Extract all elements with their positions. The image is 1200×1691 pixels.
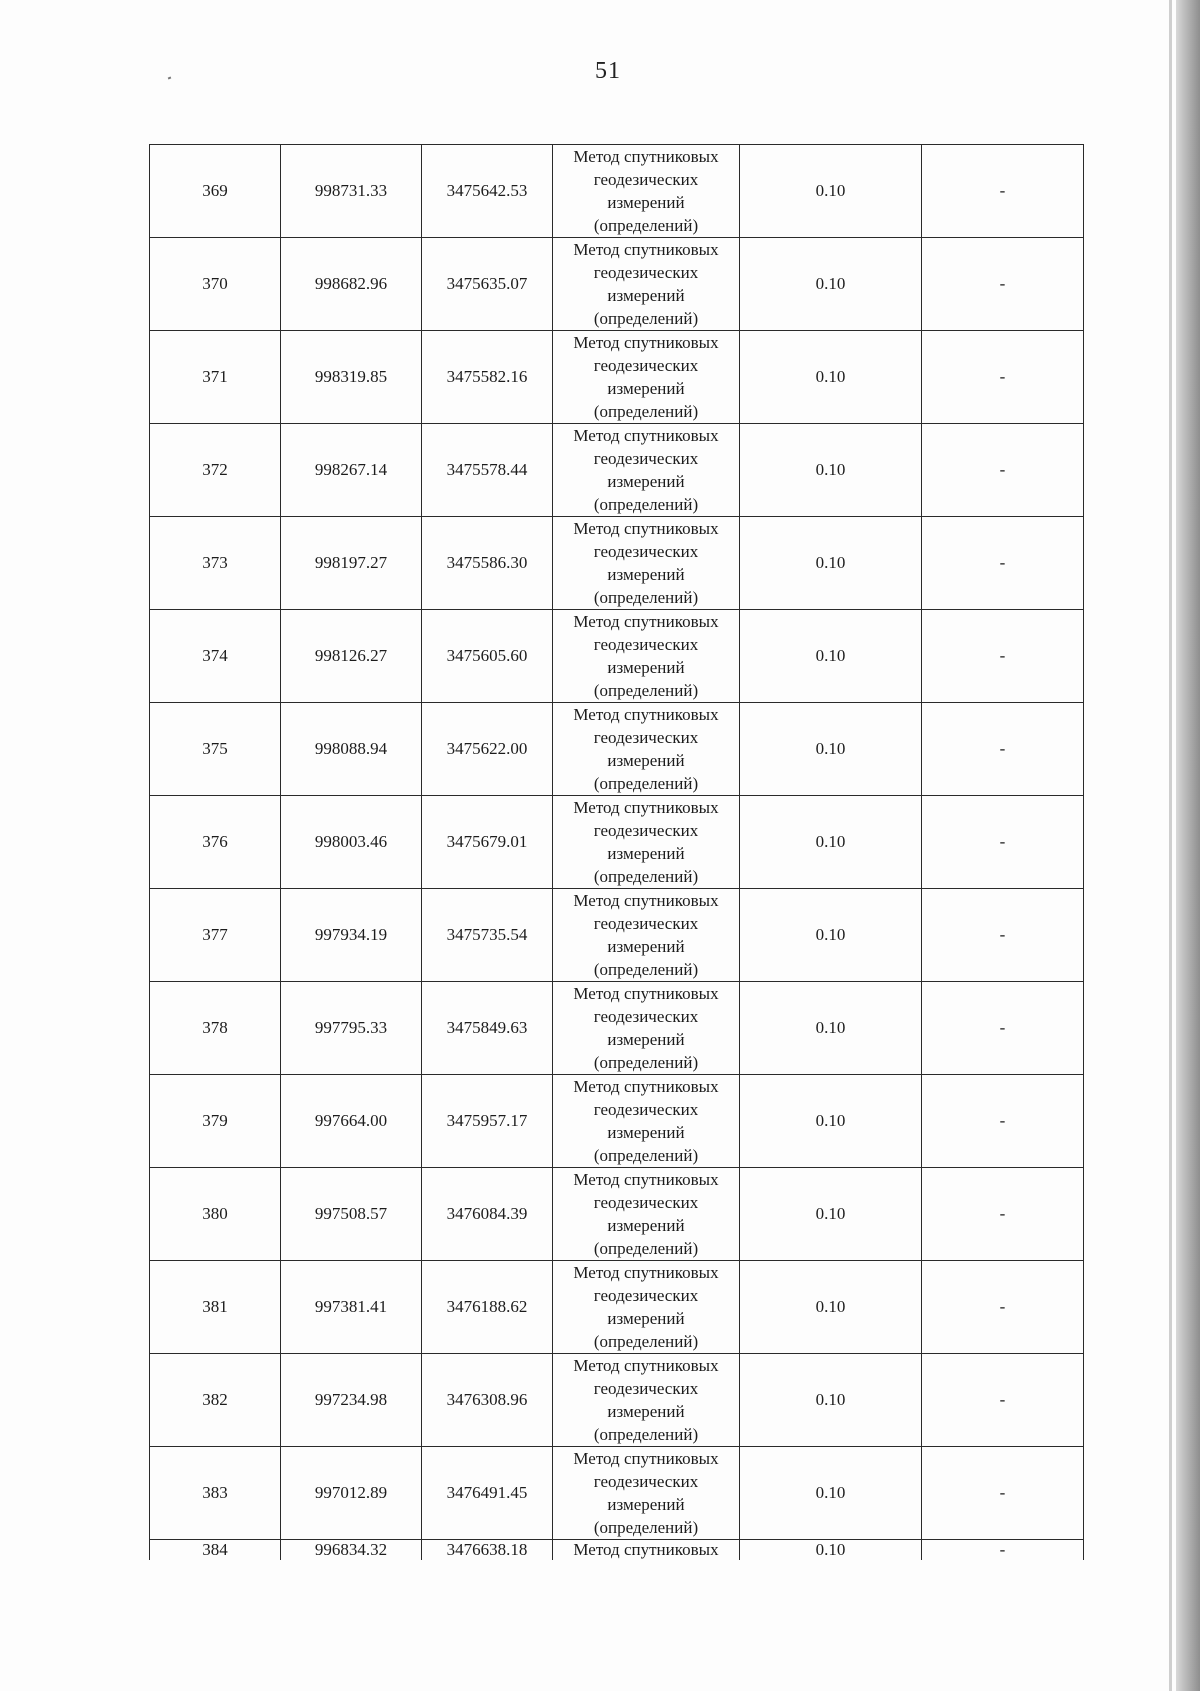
point-number-cell: 383 xyxy=(150,1447,281,1540)
y-coordinate-cell: 3475605.60 xyxy=(422,610,553,703)
method-cell xyxy=(553,796,740,889)
method-line: геодезических xyxy=(593,170,699,189)
accuracy-cell: 0.10 xyxy=(740,982,922,1075)
x-coordinate-cell: 998682.96 xyxy=(281,238,422,331)
table-row-partial xyxy=(150,1540,1084,1561)
table-row xyxy=(150,1075,1084,1168)
scan-edge-shadow xyxy=(1176,0,1200,1691)
y-coordinate-cell: 3475578.44 xyxy=(422,424,553,517)
method-line: Метод спутниковых xyxy=(573,147,719,166)
y-coordinate-cell: 3475582.16 xyxy=(422,331,553,424)
method-line: Метод спутниковых xyxy=(573,1077,719,1096)
note-cell: - xyxy=(922,1540,1084,1561)
table-row xyxy=(150,610,1084,703)
method-line: измерений xyxy=(607,658,685,677)
note-cell: - xyxy=(922,1168,1084,1261)
table-row xyxy=(150,517,1084,610)
method-line: Метод спутниковых xyxy=(573,798,719,817)
x-coordinate-cell: 997012.89 xyxy=(281,1447,422,1540)
y-coordinate-cell: 3475957.17 xyxy=(422,1075,553,1168)
coordinates-table-body xyxy=(150,145,1084,1561)
method-line: Метод спутниковых xyxy=(573,705,719,724)
point-number-cell: 381 xyxy=(150,1261,281,1354)
point-number-cell: 380 xyxy=(150,1168,281,1261)
method-line: измерений xyxy=(607,1216,685,1235)
method-line: геодезических xyxy=(593,1379,699,1398)
method-line: измерений xyxy=(607,844,685,863)
method-line: геодезических xyxy=(593,1100,699,1119)
y-coordinate-cell: 3476638.18 xyxy=(422,1540,553,1561)
x-coordinate-cell: 998267.14 xyxy=(281,424,422,517)
point-number-cell: 376 xyxy=(150,796,281,889)
point-number-cell: 384 xyxy=(150,1540,281,1561)
note-cell: - xyxy=(922,424,1084,517)
method-line: геодезических xyxy=(593,728,699,747)
note-cell: - xyxy=(922,517,1084,610)
accuracy-cell: 0.10 xyxy=(740,1075,922,1168)
method-cell xyxy=(553,1447,740,1540)
note-cell: - xyxy=(922,610,1084,703)
point-number-cell: 369 xyxy=(150,145,281,238)
x-coordinate-cell: 998731.33 xyxy=(281,145,422,238)
accuracy-cell: 0.10 xyxy=(740,796,922,889)
accuracy-cell: 0.10 xyxy=(740,889,922,982)
page-number: 51 xyxy=(595,58,621,84)
method-line: (определений) xyxy=(593,495,699,514)
method-line: (определений) xyxy=(593,402,699,421)
method-line: Метод спутниковых xyxy=(573,426,719,445)
method-line: измерений xyxy=(607,379,685,398)
point-number-cell: 382 xyxy=(150,1354,281,1447)
method-line: измерений xyxy=(607,472,685,491)
method-line: измерений xyxy=(607,751,685,770)
method-line: геодезических xyxy=(593,914,699,933)
accuracy-cell: 0.10 xyxy=(740,1540,922,1561)
table-row xyxy=(150,145,1084,238)
method-cell xyxy=(553,1075,740,1168)
method-cell xyxy=(553,610,740,703)
accuracy-cell: 0.10 xyxy=(740,1168,922,1261)
method-line: измерений xyxy=(607,286,685,305)
method-line: Метод спутниковых xyxy=(573,333,719,352)
method-line: геодезических xyxy=(593,1193,699,1212)
method-line: Метод спутниковых xyxy=(573,612,719,631)
point-number-cell: 378 xyxy=(150,982,281,1075)
table-row xyxy=(150,889,1084,982)
table-row xyxy=(150,424,1084,517)
y-coordinate-cell: 3476084.39 xyxy=(422,1168,553,1261)
x-coordinate-cell: 998197.27 xyxy=(281,517,422,610)
method-line: Метод спутниковых xyxy=(573,519,719,538)
x-coordinate-cell: 996834.32 xyxy=(281,1540,422,1561)
coordinates-table xyxy=(149,144,1084,1560)
accuracy-cell: 0.10 xyxy=(740,238,922,331)
method-cell xyxy=(553,517,740,610)
method-cell: Метод спутниковых xyxy=(553,1540,740,1561)
method-line: измерений xyxy=(607,1123,685,1142)
method-line: (определений) xyxy=(593,1239,699,1258)
method-line: Метод спутниковых xyxy=(573,891,719,910)
table-row xyxy=(150,1261,1084,1354)
accuracy-cell: 0.10 xyxy=(740,610,922,703)
method-line: (определений) xyxy=(593,960,699,979)
note-cell: - xyxy=(922,982,1084,1075)
x-coordinate-cell: 997381.41 xyxy=(281,1261,422,1354)
method-line: геодезических xyxy=(593,821,699,840)
method-cell xyxy=(553,982,740,1075)
method-line: геодезических xyxy=(593,542,699,561)
method-line: Метод спутниковых xyxy=(573,984,719,1003)
y-coordinate-cell: 3475642.53 xyxy=(422,145,553,238)
accuracy-cell: 0.10 xyxy=(740,517,922,610)
y-coordinate-cell: 3476491.45 xyxy=(422,1447,553,1540)
x-coordinate-cell: 997664.00 xyxy=(281,1075,422,1168)
method-line: измерений xyxy=(607,1030,685,1049)
accuracy-cell: 0.10 xyxy=(740,145,922,238)
table-row xyxy=(150,238,1084,331)
method-line: измерений xyxy=(607,937,685,956)
note-cell: - xyxy=(922,703,1084,796)
note-cell: - xyxy=(922,238,1084,331)
method-line: геодезических xyxy=(593,1007,699,1026)
method-line: Метод спутниковых xyxy=(573,1356,719,1375)
method-line: измерений xyxy=(607,565,685,584)
x-coordinate-cell: 997508.57 xyxy=(281,1168,422,1261)
method-line: Метод спутниковых xyxy=(573,1170,719,1189)
method-line: измерений xyxy=(607,1402,685,1421)
note-cell: - xyxy=(922,331,1084,424)
method-line: (определений) xyxy=(593,867,699,886)
method-line: геодезических xyxy=(593,635,699,654)
scan-edge-line xyxy=(1169,0,1172,1691)
note-cell: - xyxy=(922,1075,1084,1168)
x-coordinate-cell: 998003.46 xyxy=(281,796,422,889)
x-coordinate-cell: 997234.98 xyxy=(281,1354,422,1447)
table-row xyxy=(150,1168,1084,1261)
point-number-cell: 373 xyxy=(150,517,281,610)
method-cell xyxy=(553,145,740,238)
table-row xyxy=(150,982,1084,1075)
method-cell xyxy=(553,1168,740,1261)
accuracy-cell: 0.10 xyxy=(740,1354,922,1447)
accuracy-cell: 0.10 xyxy=(740,424,922,517)
accuracy-cell: 0.10 xyxy=(740,1261,922,1354)
table-row xyxy=(150,1354,1084,1447)
method-cell xyxy=(553,703,740,796)
method-line: геодезических xyxy=(593,1286,699,1305)
method-cell xyxy=(553,331,740,424)
accuracy-cell: 0.10 xyxy=(740,703,922,796)
x-coordinate-cell: 998126.27 xyxy=(281,610,422,703)
y-coordinate-cell: 3475586.30 xyxy=(422,517,553,610)
x-coordinate-cell: 998088.94 xyxy=(281,703,422,796)
table-row xyxy=(150,331,1084,424)
note-cell: - xyxy=(922,1354,1084,1447)
note-cell: - xyxy=(922,889,1084,982)
x-coordinate-cell: 997795.33 xyxy=(281,982,422,1075)
point-number-cell: 375 xyxy=(150,703,281,796)
method-line: измерений xyxy=(607,1495,685,1514)
y-coordinate-cell: 3475849.63 xyxy=(422,982,553,1075)
method-line: (определений) xyxy=(593,1425,699,1444)
method-line: геодезических xyxy=(593,449,699,468)
accuracy-cell: 0.10 xyxy=(740,331,922,424)
method-line: измерений xyxy=(607,1309,685,1328)
note-cell: - xyxy=(922,796,1084,889)
method-line: Метод спутниковых xyxy=(573,240,719,259)
method-line: (определений) xyxy=(593,216,699,235)
note-cell: - xyxy=(922,1447,1084,1540)
x-coordinate-cell: 998319.85 xyxy=(281,331,422,424)
method-line: (определений) xyxy=(593,1146,699,1165)
method-cell xyxy=(553,889,740,982)
method-line: (определений) xyxy=(593,1518,699,1537)
y-coordinate-cell: 3475635.07 xyxy=(422,238,553,331)
method-line: геодезических xyxy=(593,356,699,375)
x-coordinate-cell: 997934.19 xyxy=(281,889,422,982)
method-line: Метод спутниковых xyxy=(573,1263,719,1282)
point-number-cell: 374 xyxy=(150,610,281,703)
method-line: (определений) xyxy=(593,774,699,793)
point-number-cell: 377 xyxy=(150,889,281,982)
point-number-cell: 370 xyxy=(150,238,281,331)
y-coordinate-cell: 3476188.62 xyxy=(422,1261,553,1354)
method-line: (определений) xyxy=(593,309,699,328)
y-coordinate-cell: 3475735.54 xyxy=(422,889,553,982)
point-number-cell: 372 xyxy=(150,424,281,517)
table-row xyxy=(150,703,1084,796)
method-line: (определений) xyxy=(593,681,699,700)
y-coordinate-cell: 3475622.00 xyxy=(422,703,553,796)
method-cell xyxy=(553,424,740,517)
note-cell: - xyxy=(922,1261,1084,1354)
accuracy-cell: 0.10 xyxy=(740,1447,922,1540)
method-line: геодезических xyxy=(593,1472,699,1491)
table-row xyxy=(150,1447,1084,1540)
method-line: измерений xyxy=(607,193,685,212)
point-number-cell: 371 xyxy=(150,331,281,424)
method-line: Метод спутниковых xyxy=(573,1449,719,1468)
note-cell: - xyxy=(922,145,1084,238)
method-cell xyxy=(553,238,740,331)
method-line: геодезических xyxy=(593,263,699,282)
point-number-cell: 379 xyxy=(150,1075,281,1168)
method-line: (определений) xyxy=(593,1053,699,1072)
y-coordinate-cell: 3476308.96 xyxy=(422,1354,553,1447)
method-line: (определений) xyxy=(593,1332,699,1351)
y-coordinate-cell: 3475679.01 xyxy=(422,796,553,889)
table-row xyxy=(150,796,1084,889)
method-line: (определений) xyxy=(593,588,699,607)
method-cell xyxy=(553,1354,740,1447)
method-cell xyxy=(553,1261,740,1354)
